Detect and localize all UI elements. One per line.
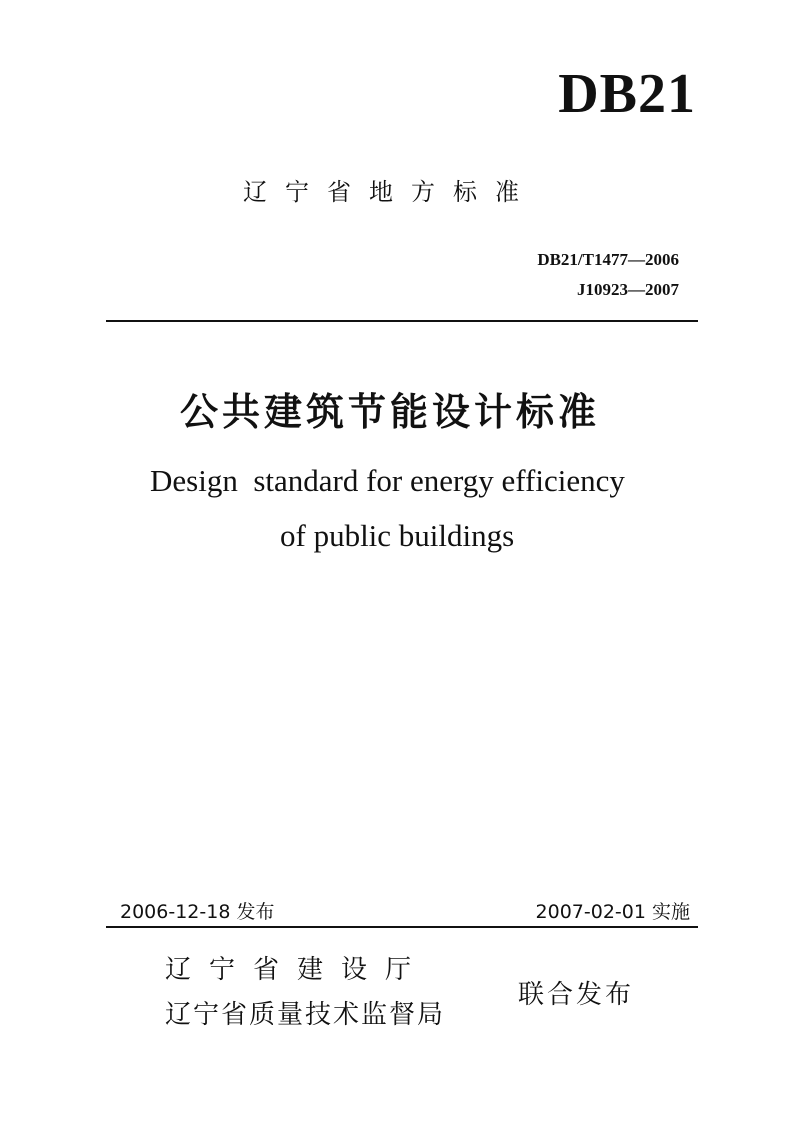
title-english-line2: of public buildings bbox=[280, 518, 515, 553]
top-divider bbox=[106, 320, 698, 322]
bottom-divider bbox=[106, 926, 698, 928]
document-number: DB21/T1477—2006 bbox=[537, 250, 679, 269]
issuer-line2: 辽宁省质量技术监督局 bbox=[165, 1000, 446, 1030]
standard-code: DB21 bbox=[558, 63, 696, 125]
implementation-date: 2007-02-01 实施 bbox=[535, 901, 690, 923]
title-english-line1: Design standard for energy efficiency bbox=[150, 463, 625, 498]
issuer-line1: 辽宁省建设厅 bbox=[165, 955, 430, 985]
registration-number: J10923—2007 bbox=[577, 280, 679, 299]
title-chinese: 公共建筑节能设计标准 bbox=[180, 390, 601, 434]
issue-date: 2006-12-18 发布 bbox=[120, 901, 275, 923]
joint-release: 联合发布 bbox=[518, 980, 635, 1010]
standard-type: 辽宁省地方标准 bbox=[243, 178, 537, 206]
